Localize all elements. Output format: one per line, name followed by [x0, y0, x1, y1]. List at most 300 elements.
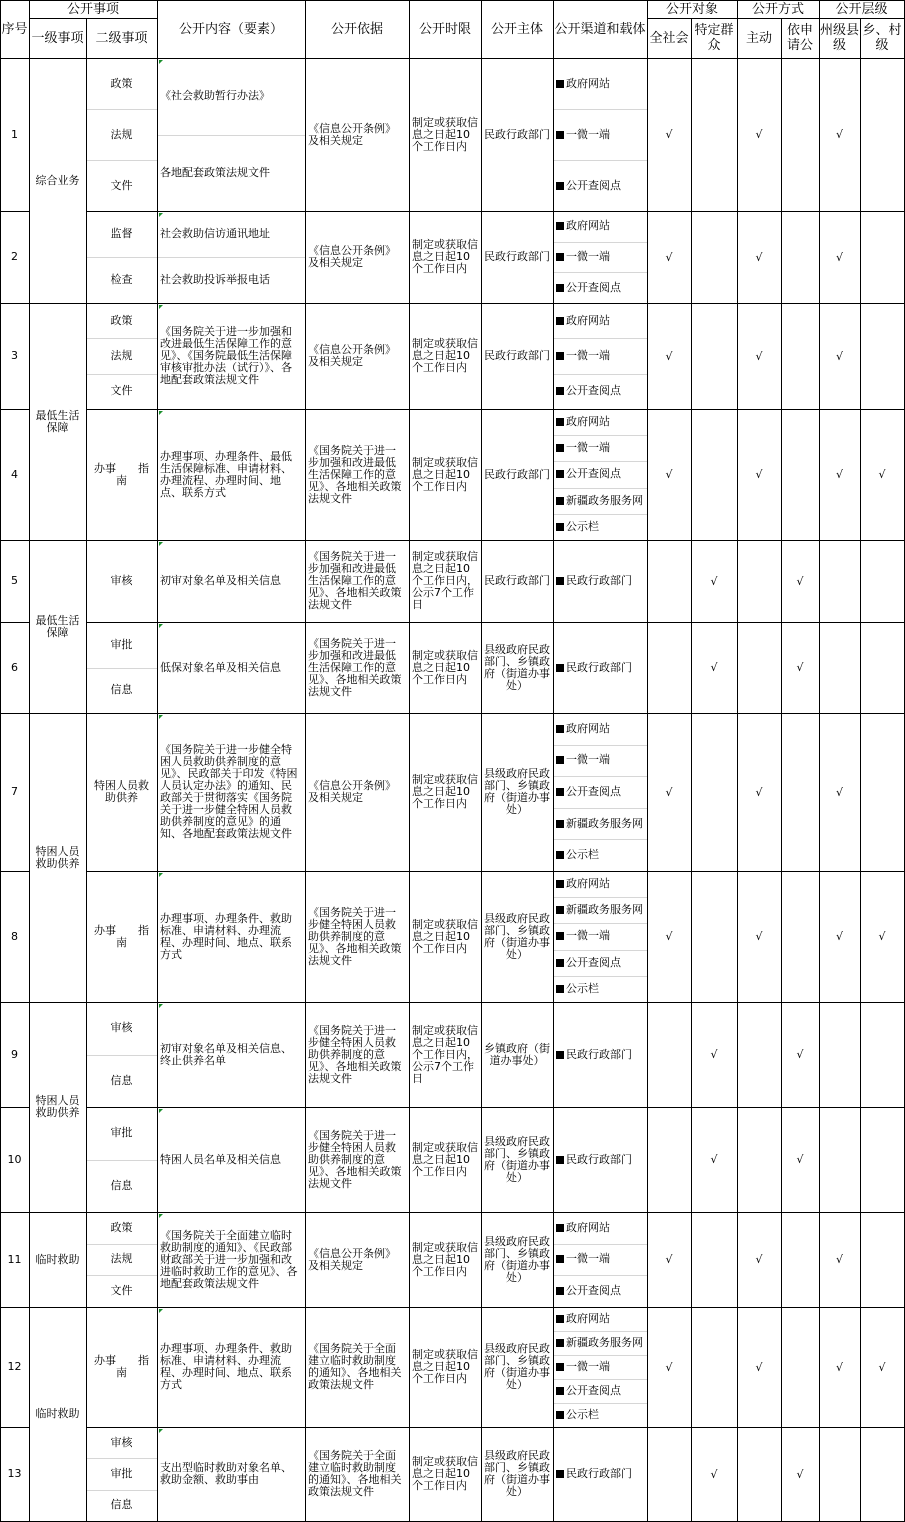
row-channel-text: 公示栏: [566, 981, 599, 995]
row-content-text: 《国务院关于全面建立临时救助制度的通知》、《民政部 财政部关于进一步加强和改进临时救助工作的意见》、各地配套政策法规文件: [160, 1228, 298, 1290]
row-level2-item: [86, 1458, 157, 1489]
row-time-limit: [409, 211, 481, 303]
row-level2-item: [86, 1107, 157, 1160]
row-subject: [481, 211, 553, 303]
row-subject-text: 县级政府民政部门、乡镇政府（街道办事处）: [484, 911, 550, 961]
grid-line: [87, 668, 157, 669]
row-channel-text: 政府网站: [566, 313, 610, 327]
square-bullet-icon: [556, 182, 564, 190]
row-content-text: 低保对象名单及相关信息: [160, 660, 281, 674]
row-seq-text: 9: [11, 1047, 18, 1061]
grid-line: [554, 808, 647, 809]
row-level2: [86, 1307, 157, 1427]
square-bullet-icon: [556, 253, 564, 261]
row-subject-text: 民政行政部门: [484, 574, 550, 587]
row-level2: [86, 871, 157, 1002]
row-level2-text: 特困人员救助供养: [94, 779, 149, 804]
row-time-limit: [409, 1427, 481, 1521]
row-content-text: 特困人员名单及相关信息: [160, 1152, 281, 1166]
row-level2-item-text: 信息: [110, 1073, 133, 1087]
square-bullet-icon: [556, 985, 564, 993]
row-seq-text: 4: [11, 467, 18, 481]
row-level2-item-text: 审核: [110, 1021, 133, 1035]
row-content: [157, 1002, 305, 1107]
grid-line: [86, 1307, 905, 1308]
row-seq: [0, 1212, 29, 1307]
grid-line: [87, 1244, 157, 1245]
grid-line: [554, 976, 647, 977]
row-channel-text: 政府网站: [566, 219, 610, 233]
header-level2: [86, 18, 157, 58]
row-seq: [0, 713, 29, 871]
row-channel-text: 政府网站: [566, 1312, 610, 1325]
header-audience-text: 公开对象: [665, 1, 718, 17]
grid-line: [737, 0, 738, 1522]
row-channel-item: [553, 58, 647, 109]
row-level2-item: [86, 1490, 157, 1521]
row-seq: [0, 1002, 29, 1107]
row-level2-item-text: 政策: [110, 76, 133, 90]
row-seq: [0, 540, 29, 622]
square-bullet-icon: [556, 959, 564, 967]
square-bullet-icon: [556, 284, 564, 292]
row-basis-text: 《信息公开条例》及相关规定: [308, 121, 396, 147]
row-channel-item: [553, 303, 647, 338]
row-level2-item-text: 法规: [110, 127, 133, 141]
square-bullet-icon: [556, 1051, 564, 1059]
row-seq-text: 7: [11, 785, 18, 798]
row-channel-item: [553, 435, 647, 461]
grid-line: [29, 1212, 87, 1213]
row-channel-item: [553, 923, 647, 949]
grid-line: [29, 303, 87, 304]
grid-line: [158, 135, 305, 136]
grid-line: [157, 0, 158, 1522]
row-channel-item: [553, 540, 647, 622]
grid-line: [554, 923, 647, 924]
row-seq: [0, 303, 29, 409]
grid-line: [554, 160, 647, 161]
row-seq: [0, 409, 29, 540]
row-channel-text: 公开查阅点: [566, 178, 621, 192]
row-subject-text: 民政行政部门: [484, 349, 550, 362]
row-seq: [0, 211, 29, 303]
grid-line: [305, 0, 306, 1522]
check-mark-icon: √: [755, 349, 763, 363]
row-content-item: [157, 135, 305, 212]
row-content: [157, 540, 305, 622]
check-mark-icon: √: [835, 128, 843, 141]
grid-line: [554, 242, 647, 243]
row-subject-text: 民政行政部门: [484, 250, 550, 263]
square-bullet-icon: [556, 1411, 564, 1419]
grid-line: [0, 0, 1, 1522]
row-seq: [0, 622, 29, 713]
row-channel-text: 政府网站: [566, 721, 610, 735]
row-channel-item: [553, 272, 647, 303]
row-level1: [29, 713, 86, 1002]
row-level2-item: [86, 109, 157, 160]
grid-line: [86, 540, 905, 541]
grid-line: [29, 1002, 87, 1003]
row-basis-text: 《信息公开条例》及相关规定: [308, 1246, 396, 1272]
row-seq-text: 13: [7, 1467, 22, 1480]
row-subject: [481, 713, 553, 871]
grid-line: [87, 1275, 157, 1276]
row-level2-item: [86, 1244, 157, 1276]
row-channel-item: [553, 808, 647, 840]
row-basis: [305, 1212, 409, 1307]
row-content-item-text: 社会救助信访通讯地址: [160, 227, 270, 240]
header-content-text: 公开内容（要素）: [178, 21, 283, 37]
check-mark-icon: √: [878, 1360, 886, 1374]
row-subject: [481, 1212, 553, 1307]
grid-line: [29, 540, 87, 541]
grid-line: [86, 1107, 905, 1108]
row-level2-item-text: 文件: [110, 1284, 133, 1298]
row-level1-text: 特困人员救助供养: [35, 1094, 80, 1119]
header-level-village: [860, 18, 904, 58]
row-content: [157, 303, 305, 409]
grid-line: [691, 18, 692, 1522]
grid-line: [87, 1160, 157, 1161]
check-mark-icon: √: [665, 468, 673, 481]
grid-line: [647, 18, 905, 19]
row-channel-text: 政府网站: [566, 415, 610, 429]
row-basis-text: 《信息公开条例》及相关规定: [308, 244, 396, 269]
grid-line: [0, 211, 30, 212]
row-level2-item: [86, 1275, 157, 1307]
row-level2-item: [86, 211, 157, 257]
header-audience-all: [647, 18, 691, 58]
grid-line: [0, 1307, 30, 1308]
check-mark-icon: √: [796, 1048, 804, 1061]
row-level2-item-text: 法规: [110, 348, 133, 362]
row-time-limit-text: 制定或获取信息之日起10个工作日内: [412, 455, 478, 493]
square-bullet-icon: [556, 851, 564, 859]
row-seq-text: 12: [7, 1360, 22, 1373]
square-bullet-icon: [556, 317, 564, 325]
check-mark-icon: √: [878, 468, 886, 481]
row-subject: [481, 409, 553, 540]
grid-line: [86, 1427, 905, 1428]
row-basis: [305, 713, 409, 871]
row-subject-text: 县级政府民政部门、乡镇政府（街道办事处）: [484, 1449, 550, 1498]
row-level2-item-text: 文件: [110, 178, 133, 192]
grid-line: [647, 0, 648, 1522]
square-bullet-icon: [556, 1315, 564, 1323]
check-mark-icon: √: [835, 785, 843, 799]
row-level1: [29, 303, 86, 540]
grid-line: [86, 713, 905, 714]
row-time-limit-text: 制定或获取信息之日起10个工作日内: [412, 917, 478, 955]
row-channel-text: 新疆政务服务网: [566, 903, 643, 917]
grid-line: [86, 18, 87, 1522]
row-channel-item: [553, 622, 647, 713]
row-seq: [0, 1307, 29, 1427]
row-time-limit-text: 制定或获取信息之日起10个工作日内: [412, 648, 478, 686]
row-level2-item: [86, 1002, 157, 1055]
grid-line: [86, 211, 905, 212]
row-channel-text: 公开查阅点: [566, 280, 621, 294]
grid-line: [87, 1490, 157, 1491]
row-subject-text: 县级政府民政部门、乡镇政府（街道办事处）: [484, 1134, 550, 1184]
check-mark-icon: √: [755, 1360, 763, 1374]
row-content-text: 《国务院关于进一步加强和改进最低生活保障工作的意见》、《国务院最低生活保障审核审批办法（试行）》、各地配套政策法规文件: [160, 325, 292, 386]
check-mark-icon: √: [665, 250, 673, 264]
square-bullet-icon: [556, 523, 564, 531]
row-level2-item-text: 政策: [110, 1220, 133, 1234]
check-mark-icon: √: [755, 468, 763, 481]
row-channel-item: [553, 242, 647, 273]
grid-line: [554, 1379, 647, 1380]
row-basis-text: 《国务院关于全面建立临时救助制度的通知》、各地相关政策法规文件: [308, 1342, 402, 1391]
row-content: [157, 871, 305, 1002]
row-channel-item: [553, 1107, 647, 1212]
square-bullet-icon: [556, 1224, 564, 1232]
check-mark-icon: √: [710, 1467, 718, 1481]
square-bullet-icon: [556, 131, 564, 139]
cell-marker: [159, 624, 163, 628]
row-time-limit: [409, 540, 481, 622]
check-mark-icon: √: [835, 930, 843, 943]
row-channel-text: 政府网站: [566, 1220, 610, 1234]
row-channel-text: 一微一端: [566, 1360, 610, 1373]
cell-marker: [159, 1214, 163, 1218]
header-time-limit: [409, 0, 481, 58]
row-channel-item: [553, 409, 647, 435]
row-level2-text: 办事 指南: [94, 461, 149, 487]
row-content: [157, 1427, 305, 1521]
grid-line: [0, 871, 30, 872]
row-level2-item-text: 检查: [110, 273, 133, 286]
grid-line: [0, 0, 905, 1]
grid-line: [0, 1427, 30, 1428]
row-level1-text: 综合业务: [35, 173, 80, 187]
row-channel-text: 一微一端: [566, 441, 610, 455]
row-level1: [29, 58, 86, 303]
grid-line: [554, 950, 647, 951]
row-content-item-text: 社会救助投诉举报电话: [160, 273, 270, 286]
row-basis: [305, 1107, 409, 1212]
row-channel-text: 一微一端: [566, 753, 610, 767]
square-bullet-icon: [556, 470, 564, 478]
square-bullet-icon: [556, 725, 564, 733]
row-content-text: 初审对象名单及相关信息、终止供养名单: [160, 1041, 292, 1067]
grid-line: [29, 58, 87, 59]
grid-line: [553, 0, 554, 1522]
row-subject-text: 县级政府民政部门、乡镇政府（街道办事处）: [484, 767, 550, 816]
grid-line: [554, 1275, 647, 1276]
check-mark-icon: √: [878, 930, 886, 943]
row-subject: [481, 871, 553, 1002]
row-channel-text: 公开查阅点: [566, 467, 621, 481]
grid-line: [554, 1244, 647, 1245]
row-time-limit-text: 制定或获取信息之日起10个工作日内: [412, 1140, 478, 1178]
grid-line: [87, 374, 157, 375]
square-bullet-icon: [556, 497, 564, 505]
row-channel-item: [553, 871, 647, 897]
row-channel-item: [553, 1403, 647, 1427]
grid-line: [0, 1212, 30, 1213]
row-basis-text: 《信息公开条例》及相关规定: [308, 779, 396, 804]
row-level2-item-text: 审批: [110, 1466, 133, 1480]
row-content: [157, 1107, 305, 1212]
header-level-text: 公开层级: [835, 1, 888, 17]
row-level2-item: [86, 374, 157, 409]
row-content-text: 《国务院关于进一步健全特困人员救助供养制度的意见》、民政部关于印发《特困人员认定办法》的通知、民政部关于贯彻落实《国务院关于进一步健全特困人员救助供养制度的意见》的通知、各地配套政策法规文件: [160, 743, 298, 840]
header-level1-text: 一级事项: [31, 30, 84, 46]
row-time-limit: [409, 1307, 481, 1427]
grid-line: [860, 18, 861, 1522]
check-mark-icon: √: [796, 661, 804, 674]
row-level2-item-text: 信息: [110, 1178, 133, 1192]
square-bullet-icon: [556, 1470, 564, 1478]
header-audience: [647, 0, 737, 18]
row-time-limit: [409, 622, 481, 713]
check-mark-icon: √: [835, 1360, 843, 1374]
row-channel-text: 一微一端: [566, 249, 610, 263]
grid-line: [554, 776, 647, 777]
cell-marker: [159, 1004, 163, 1008]
row-seq: [0, 1427, 29, 1521]
row-basis: [305, 1427, 409, 1521]
row-channel-item: [553, 211, 647, 242]
grid-line: [87, 338, 157, 339]
row-content: [157, 713, 305, 871]
cell-marker: [159, 411, 163, 415]
row-subject: [481, 1307, 553, 1427]
row-seq: [0, 1107, 29, 1212]
check-mark-icon: √: [710, 574, 718, 588]
row-level2-item: [86, 58, 157, 109]
row-channel-item: [553, 160, 647, 211]
square-bullet-icon: [556, 352, 564, 360]
row-level2-text: 审核: [110, 574, 133, 587]
grid-line: [158, 257, 305, 258]
header-level-county-text: 州级县级: [819, 23, 859, 53]
grid-line: [86, 622, 905, 623]
row-level1-text: 最低生活保障: [35, 408, 80, 434]
grid-line: [481, 0, 482, 1522]
row-time-limit-text: 制定或获取信息之日起10个工作日内: [412, 115, 478, 153]
row-subject: [481, 58, 553, 211]
row-channel-item: [553, 514, 647, 540]
row-seq: [0, 58, 29, 211]
row-channel-text: 公示栏: [566, 519, 599, 533]
header-basis: [305, 0, 409, 58]
check-mark-icon: √: [835, 349, 843, 363]
row-level2-text: 办事 指南: [94, 923, 149, 949]
grid-line: [554, 1403, 647, 1404]
row-level2-item-text: 文件: [110, 384, 133, 398]
row-content-text: 支出型临时救助对象名单、救助金额、救助事由: [160, 1461, 292, 1486]
row-channel-item: [553, 976, 647, 1002]
check-mark-icon: √: [755, 1253, 763, 1266]
row-channel-item: [553, 1244, 647, 1276]
square-bullet-icon: [556, 820, 564, 828]
cell-marker: [159, 60, 163, 64]
row-level2-item: [86, 1212, 157, 1244]
grid-line: [554, 374, 647, 375]
row-channel-text: 公开查阅点: [566, 1284, 621, 1298]
row-seq-text: 11: [7, 1252, 22, 1266]
check-mark-icon: √: [796, 574, 804, 588]
row-time-limit-text: 制定或获取信息之日起10个工作日内: [412, 337, 478, 374]
row-seq-text: 8: [11, 929, 18, 943]
row-level2-text: 办事 指南: [94, 1354, 149, 1379]
row-channel-text: 政府网站: [566, 877, 610, 891]
check-mark-icon: √: [755, 128, 763, 141]
row-content: [157, 1212, 305, 1307]
row-seq-text: 3: [11, 349, 18, 362]
header-public-items-text: 公开事项: [66, 1, 119, 17]
row-content-item-text: 各地配套政策法规文件: [160, 165, 270, 179]
check-mark-icon: √: [755, 930, 763, 943]
grid-line: [86, 409, 905, 410]
row-level1-text: 临时救助: [35, 1252, 80, 1266]
row-channel-text: 新疆政务服务网: [566, 816, 643, 830]
grid-line: [554, 338, 647, 339]
row-channel-text: 公示栏: [566, 1408, 599, 1421]
square-bullet-icon: [556, 1287, 564, 1295]
row-level2-item: [86, 622, 157, 668]
grid-line: [86, 58, 905, 59]
square-bullet-icon: [556, 1255, 564, 1263]
grid-line: [819, 0, 820, 1522]
cell-marker: [159, 1109, 163, 1113]
row-channel-text: 新疆政务服务网: [566, 1336, 643, 1349]
header-method-request-text: 依申请公: [786, 23, 813, 53]
row-subject: [481, 1002, 553, 1107]
check-mark-icon: √: [796, 1153, 804, 1166]
grid-line: [87, 109, 157, 110]
grid-line: [554, 897, 647, 898]
header-audience-specific: [691, 18, 737, 58]
check-mark-icon: √: [835, 468, 843, 481]
row-time-limit: [409, 58, 481, 211]
row-channel-text: 一微一端: [566, 348, 610, 362]
row-level1: [29, 540, 86, 713]
grid-line: [87, 257, 157, 258]
header-method-text: 公开方式: [751, 1, 804, 17]
row-channel-item: [553, 1331, 647, 1355]
row-level2-item: [86, 1427, 157, 1458]
row-subject: [481, 540, 553, 622]
grid-line: [554, 109, 647, 110]
row-time-limit-text: 制定或获取信息之日起10个工作日内: [412, 773, 478, 810]
grid-line: [0, 622, 30, 623]
row-channel-text: 公开查阅点: [566, 1384, 621, 1397]
row-basis: [305, 409, 409, 540]
row-time-limit: [409, 713, 481, 871]
row-channel-text: 公开查阅点: [566, 384, 621, 398]
row-time-limit-text: 制定或获取信息之日起10个工作日内，公示7个工作日: [412, 1023, 478, 1085]
row-level2: [86, 713, 157, 871]
check-mark-icon: √: [665, 785, 673, 799]
grid-line: [554, 514, 647, 515]
header-method: [737, 0, 819, 18]
row-level2-item-text: 监督: [110, 227, 133, 240]
row-subject: [481, 1427, 553, 1521]
row-seq-text: 5: [11, 574, 18, 587]
row-time-limit: [409, 409, 481, 540]
check-mark-icon: √: [665, 930, 673, 943]
header-seq-text: 序号: [1, 21, 28, 37]
row-seq-text: 6: [11, 660, 18, 674]
check-mark-icon: √: [665, 1253, 673, 1266]
row-time-limit: [409, 871, 481, 1002]
